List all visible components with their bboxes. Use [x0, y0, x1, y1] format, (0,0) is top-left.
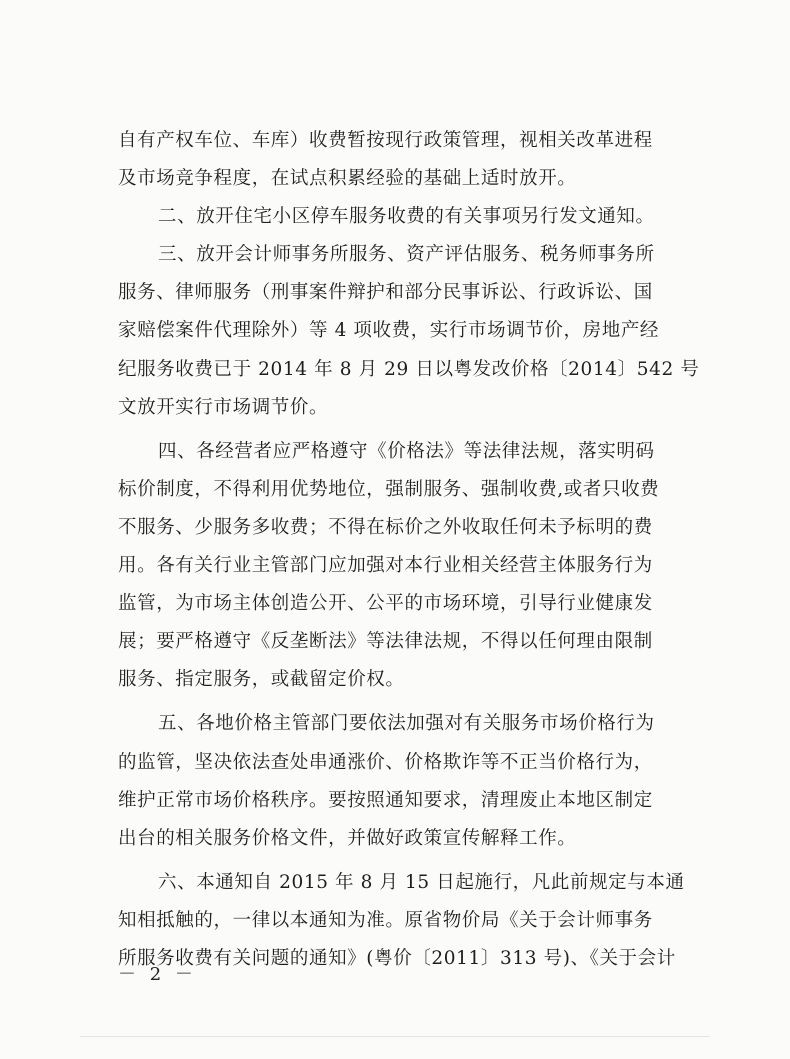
paragraph-4-line-1: 四、各经营者应严格遵守《价格法》等法律法规，落实明码 [158, 440, 655, 462]
paragraph-2-line-1: 二、放开住宅小区停车服务收费的有关事项另行发文通知。 [158, 206, 655, 228]
paragraph-4-line-6: 展；要严格遵守《反垄断法》等法律法规，不得以任何理由限制 [118, 631, 653, 653]
paragraph-5-line-2: 的监管，坚决依法查处串通涨价、价格欺诈等不正当价格行为， [118, 751, 653, 773]
page-bottom-edge [80, 1036, 710, 1037]
paragraph-6-line-3: 所服务收费有关问题的通知》(粤价〔2011〕313 号)、《关于会计 [118, 947, 676, 969]
paragraph-3-line-4: 纪服务收费已于 2014 年 8 月 29 日以粤发改价格〔2014〕542 号 [118, 358, 700, 380]
paragraph-6-line-2: 知相抵触的，一律以本通知为准。原省物价局《关于会计师事务 [118, 909, 653, 931]
page-number: － 2 － [118, 964, 197, 985]
paragraph-6-line-1: 六、本通知自 2015 年 8 月 15 日起施行，凡此前规定与本通 [158, 871, 685, 893]
document-body [118, 122, 700, 978]
paragraph-4-line-4: 用。各有关行业主管部门应加强对本行业相关经营主体服务行为 [118, 555, 653, 577]
paragraph-3-line-1: 三、放开会计师事务所服务、资产评估服务、税务师事务所 [158, 244, 655, 266]
paragraph-4-line-7: 服务、指定服务，或截留定价权。 [118, 669, 405, 691]
text-line-2: 及市场竞争程度，在试点积累经验的基础上适时放开。 [118, 168, 577, 190]
paragraph-4-line-2: 标价制度，不得利用优势地位，强制服务、强制收费,或者只收费 [118, 478, 660, 500]
paragraph-3-line-5: 文放开实行市场调节价。 [118, 396, 329, 418]
paragraph-5-line-1: 五、各地价格主管部门要依法加强对有关服务市场价格行为 [158, 713, 655, 735]
paragraph-5-line-4: 出台的相关服务价格文件，并做好政策宣传解释工作。 [118, 827, 577, 849]
paragraph-3-line-3: 家赔偿案件代理除外）等 4 项收费，实行市场调节价，房地产经 [118, 320, 660, 342]
paragraph-3-line-2: 服务、律师服务（刑事案件辩护和部分民事诉讼、行政诉讼、国 [118, 282, 653, 304]
paragraph-4-line-5: 监管，为市场主体创造公开、公平的市场环境，引导行业健康发 [118, 593, 653, 615]
text-line-1: 自有产权车位、车库）收费暂按现行政策管理，视相关改革进程 [118, 130, 653, 151]
paragraph-5-line-3: 维护正常市场价格秩序。要按照通知要求，清理废止本地区制定 [118, 789, 653, 811]
paragraph-4-line-3: 不服务、少服务多收费；不得在标价之外收取任何未予标明的费 [118, 516, 653, 538]
